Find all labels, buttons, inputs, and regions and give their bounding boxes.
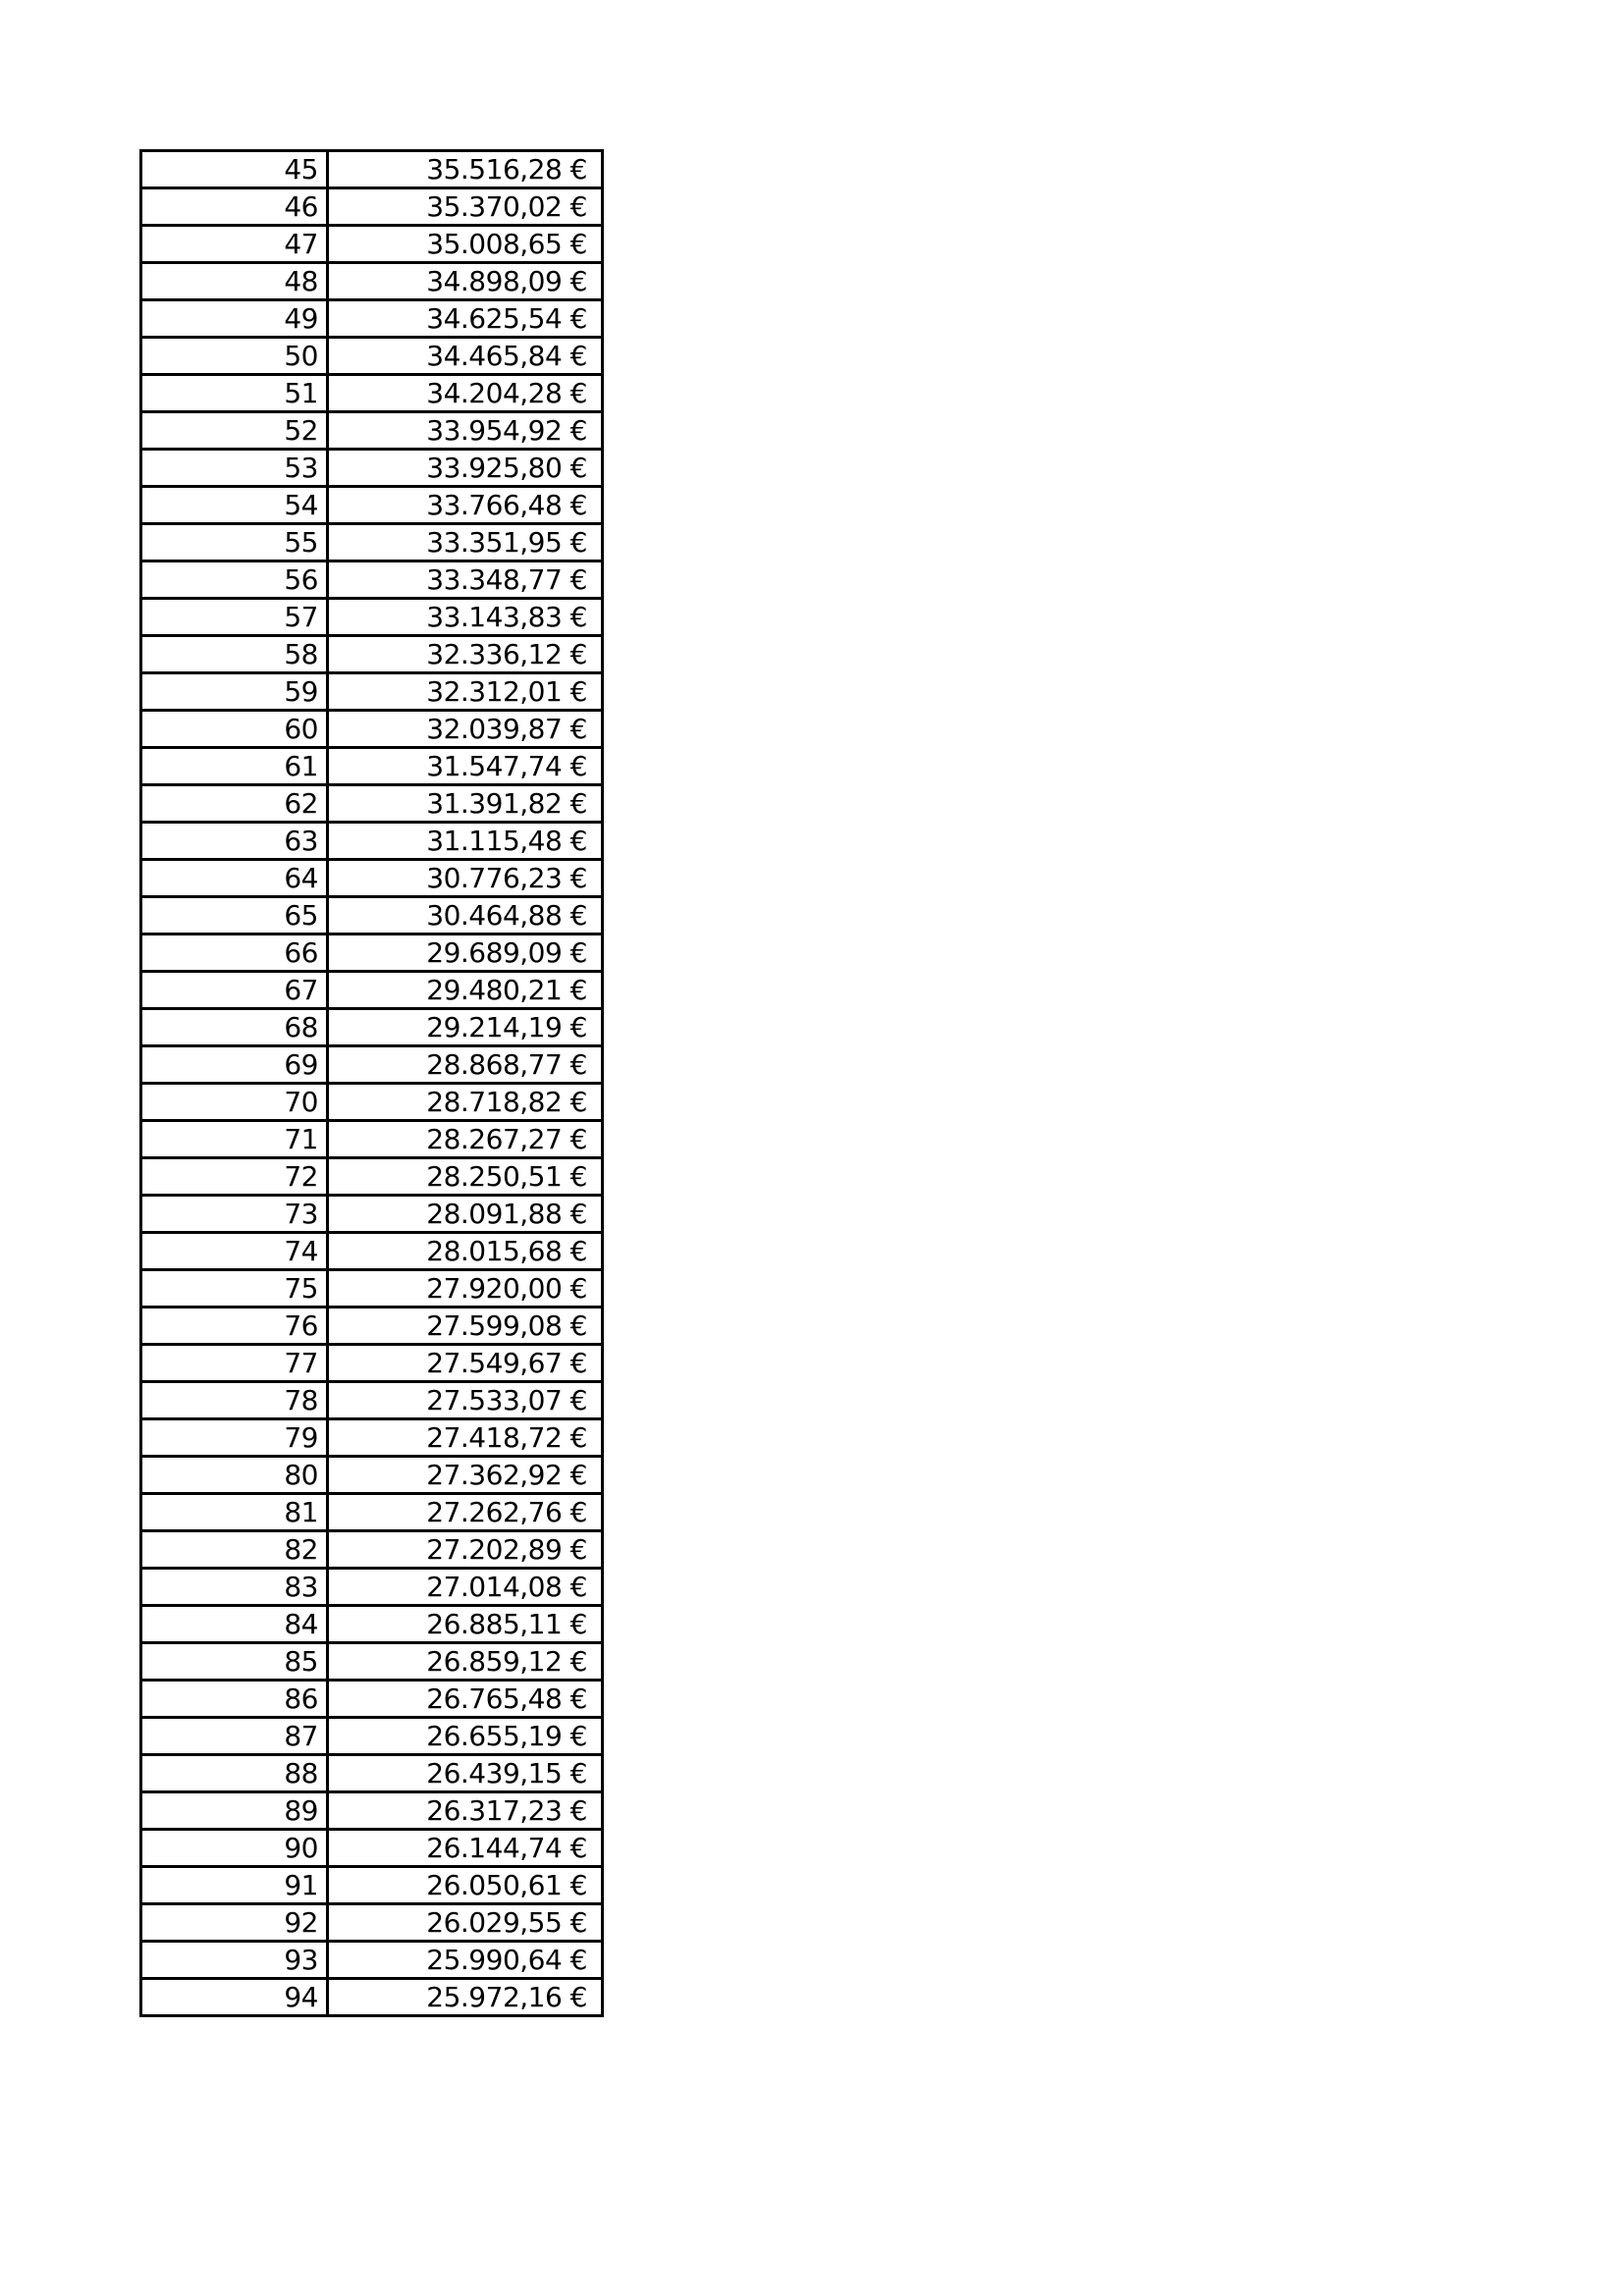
table-row bbox=[141, 1494, 603, 1531]
rank-cell: 92 bbox=[141, 1904, 328, 1942]
table-row bbox=[141, 1830, 603, 1867]
rank-cell: 85 bbox=[141, 1643, 328, 1681]
amount-cell: 31.547,74 € bbox=[328, 748, 603, 785]
rank-cell: 94 bbox=[141, 1979, 328, 2016]
table-row bbox=[141, 1531, 603, 1569]
table-row bbox=[141, 599, 603, 636]
table-row bbox=[141, 375, 603, 412]
rank-cell: 86 bbox=[141, 1681, 328, 1718]
table-row bbox=[141, 1270, 603, 1308]
amount-cell: 25.972,16 € bbox=[328, 1979, 603, 2016]
table-row bbox=[141, 1345, 603, 1382]
rank-cell: 70 bbox=[141, 1084, 328, 1121]
rank-cell: 52 bbox=[141, 412, 328, 450]
table-row bbox=[141, 188, 603, 226]
amount-cell: 26.050,61 € bbox=[328, 1867, 603, 1904]
amount-cell: 32.336,12 € bbox=[328, 636, 603, 673]
rank-cell: 55 bbox=[141, 524, 328, 561]
table-row bbox=[141, 1457, 603, 1494]
amount-cell: 27.599,08 € bbox=[328, 1308, 603, 1345]
table-row bbox=[141, 636, 603, 673]
amount-cell: 28.015,68 € bbox=[328, 1233, 603, 1270]
rank-cell: 48 bbox=[141, 263, 328, 300]
amount-cell: 28.250,51 € bbox=[328, 1158, 603, 1196]
table-row bbox=[141, 823, 603, 860]
table-row bbox=[141, 1046, 603, 1084]
rank-cell: 84 bbox=[141, 1606, 328, 1643]
amount-cell: 31.115,48 € bbox=[328, 823, 603, 860]
rank-cell: 87 bbox=[141, 1718, 328, 1755]
rank-cell: 80 bbox=[141, 1457, 328, 1494]
rank-cell: 74 bbox=[141, 1233, 328, 1270]
table-row bbox=[141, 1904, 603, 1942]
rank-cell: 83 bbox=[141, 1569, 328, 1606]
table-row bbox=[141, 860, 603, 897]
rank-cell: 54 bbox=[141, 487, 328, 524]
data-table bbox=[139, 149, 604, 2017]
amount-cell: 26.029,55 € bbox=[328, 1904, 603, 1942]
table-row bbox=[141, 1606, 603, 1643]
rank-cell: 76 bbox=[141, 1308, 328, 1345]
amount-cell: 27.533,07 € bbox=[328, 1382, 603, 1419]
rank-cell: 47 bbox=[141, 226, 328, 263]
rank-cell: 75 bbox=[141, 1270, 328, 1308]
table-row bbox=[141, 1755, 603, 1792]
table-row bbox=[141, 1233, 603, 1270]
table-row bbox=[141, 1867, 603, 1904]
rank-cell: 82 bbox=[141, 1531, 328, 1569]
amount-cell: 33.954,92 € bbox=[328, 412, 603, 450]
rank-cell: 65 bbox=[141, 897, 328, 934]
table-row bbox=[141, 972, 603, 1009]
table-row bbox=[141, 1419, 603, 1457]
table-row bbox=[141, 934, 603, 972]
amount-cell: 28.267,27 € bbox=[328, 1121, 603, 1158]
rank-cell: 64 bbox=[141, 860, 328, 897]
rank-cell: 78 bbox=[141, 1382, 328, 1419]
rank-cell: 51 bbox=[141, 375, 328, 412]
amount-cell: 27.262,76 € bbox=[328, 1494, 603, 1531]
table-row bbox=[141, 1009, 603, 1046]
rank-cell: 73 bbox=[141, 1196, 328, 1233]
amount-cell: 26.439,15 € bbox=[328, 1755, 603, 1792]
rank-cell: 49 bbox=[141, 300, 328, 338]
rank-cell: 61 bbox=[141, 748, 328, 785]
rank-cell: 63 bbox=[141, 823, 328, 860]
table-row bbox=[141, 1158, 603, 1196]
table-body bbox=[141, 151, 603, 2016]
table-row bbox=[141, 1942, 603, 1979]
rank-cell: 93 bbox=[141, 1942, 328, 1979]
amount-cell: 27.202,89 € bbox=[328, 1531, 603, 1569]
amount-cell: 33.348,77 € bbox=[328, 561, 603, 599]
table-row bbox=[141, 412, 603, 450]
rank-cell: 60 bbox=[141, 711, 328, 748]
table-row bbox=[141, 263, 603, 300]
amount-cell: 29.689,09 € bbox=[328, 934, 603, 972]
rank-cell: 53 bbox=[141, 450, 328, 487]
rank-cell: 66 bbox=[141, 934, 328, 972]
rank-cell: 90 bbox=[141, 1830, 328, 1867]
rank-cell: 79 bbox=[141, 1419, 328, 1457]
rank-cell: 62 bbox=[141, 785, 328, 823]
rank-cell: 91 bbox=[141, 1867, 328, 1904]
table-row bbox=[141, 1382, 603, 1419]
amount-cell: 34.204,28 € bbox=[328, 375, 603, 412]
amount-cell: 26.144,74 € bbox=[328, 1830, 603, 1867]
table-row bbox=[141, 1792, 603, 1830]
amount-cell: 26.655,19 € bbox=[328, 1718, 603, 1755]
rank-cell: 56 bbox=[141, 561, 328, 599]
amount-cell: 29.214,19 € bbox=[328, 1009, 603, 1046]
rank-cell: 57 bbox=[141, 599, 328, 636]
amount-cell: 35.008,65 € bbox=[328, 226, 603, 263]
amount-cell: 27.549,67 € bbox=[328, 1345, 603, 1382]
amount-cell: 26.859,12 € bbox=[328, 1643, 603, 1681]
rank-cell: 71 bbox=[141, 1121, 328, 1158]
amount-cell: 33.143,83 € bbox=[328, 599, 603, 636]
amount-cell: 30.776,23 € bbox=[328, 860, 603, 897]
rank-cell: 67 bbox=[141, 972, 328, 1009]
amount-cell: 27.920,00 € bbox=[328, 1270, 603, 1308]
amount-cell: 30.464,88 € bbox=[328, 897, 603, 934]
table-row bbox=[141, 1681, 603, 1718]
amount-cell: 35.516,28 € bbox=[328, 151, 603, 188]
table-row bbox=[141, 1569, 603, 1606]
table-row bbox=[141, 487, 603, 524]
amount-cell: 25.990,64 € bbox=[328, 1942, 603, 1979]
table-row bbox=[141, 338, 603, 375]
table-row bbox=[141, 1196, 603, 1233]
table-row bbox=[141, 300, 603, 338]
amount-cell: 32.039,87 € bbox=[328, 711, 603, 748]
amount-cell: 34.625,54 € bbox=[328, 300, 603, 338]
amount-cell: 29.480,21 € bbox=[328, 972, 603, 1009]
table-row bbox=[141, 748, 603, 785]
rank-cell: 68 bbox=[141, 1009, 328, 1046]
table-row bbox=[141, 561, 603, 599]
rank-cell: 50 bbox=[141, 338, 328, 375]
amount-cell: 27.362,92 € bbox=[328, 1457, 603, 1494]
amount-cell: 28.868,77 € bbox=[328, 1046, 603, 1084]
amount-cell: 27.014,08 € bbox=[328, 1569, 603, 1606]
rank-cell: 45 bbox=[141, 151, 328, 188]
amount-cell: 33.766,48 € bbox=[328, 487, 603, 524]
rank-cell: 77 bbox=[141, 1345, 328, 1382]
table-row bbox=[141, 524, 603, 561]
amount-cell: 28.718,82 € bbox=[328, 1084, 603, 1121]
amount-cell: 31.391,82 € bbox=[328, 785, 603, 823]
table-row bbox=[141, 1121, 603, 1158]
table-row bbox=[141, 450, 603, 487]
amount-cell: 26.317,23 € bbox=[328, 1792, 603, 1830]
rank-cell: 46 bbox=[141, 188, 328, 226]
table-row bbox=[141, 1308, 603, 1345]
rank-cell: 81 bbox=[141, 1494, 328, 1531]
amount-cell: 28.091,88 € bbox=[328, 1196, 603, 1233]
table-row bbox=[141, 1643, 603, 1681]
amount-cell: 33.925,80 € bbox=[328, 450, 603, 487]
amount-cell: 34.465,84 € bbox=[328, 338, 603, 375]
amount-cell: 26.765,48 € bbox=[328, 1681, 603, 1718]
table-row bbox=[141, 1084, 603, 1121]
rank-cell: 89 bbox=[141, 1792, 328, 1830]
rank-cell: 58 bbox=[141, 636, 328, 673]
table-row bbox=[141, 673, 603, 711]
amount-cell: 27.418,72 € bbox=[328, 1419, 603, 1457]
amount-cell: 34.898,09 € bbox=[328, 263, 603, 300]
table-row bbox=[141, 226, 603, 263]
table-row bbox=[141, 1718, 603, 1755]
table-row bbox=[141, 785, 603, 823]
table-row bbox=[141, 151, 603, 188]
amount-cell: 32.312,01 € bbox=[328, 673, 603, 711]
rank-cell: 59 bbox=[141, 673, 328, 711]
rank-cell: 88 bbox=[141, 1755, 328, 1792]
table-row bbox=[141, 1979, 603, 2016]
rank-cell: 72 bbox=[141, 1158, 328, 1196]
rank-cell: 69 bbox=[141, 1046, 328, 1084]
amount-cell: 26.885,11 € bbox=[328, 1606, 603, 1643]
table-row bbox=[141, 897, 603, 934]
amount-cell: 35.370,02 € bbox=[328, 188, 603, 226]
amount-cell: 33.351,95 € bbox=[328, 524, 603, 561]
table-row bbox=[141, 711, 603, 748]
